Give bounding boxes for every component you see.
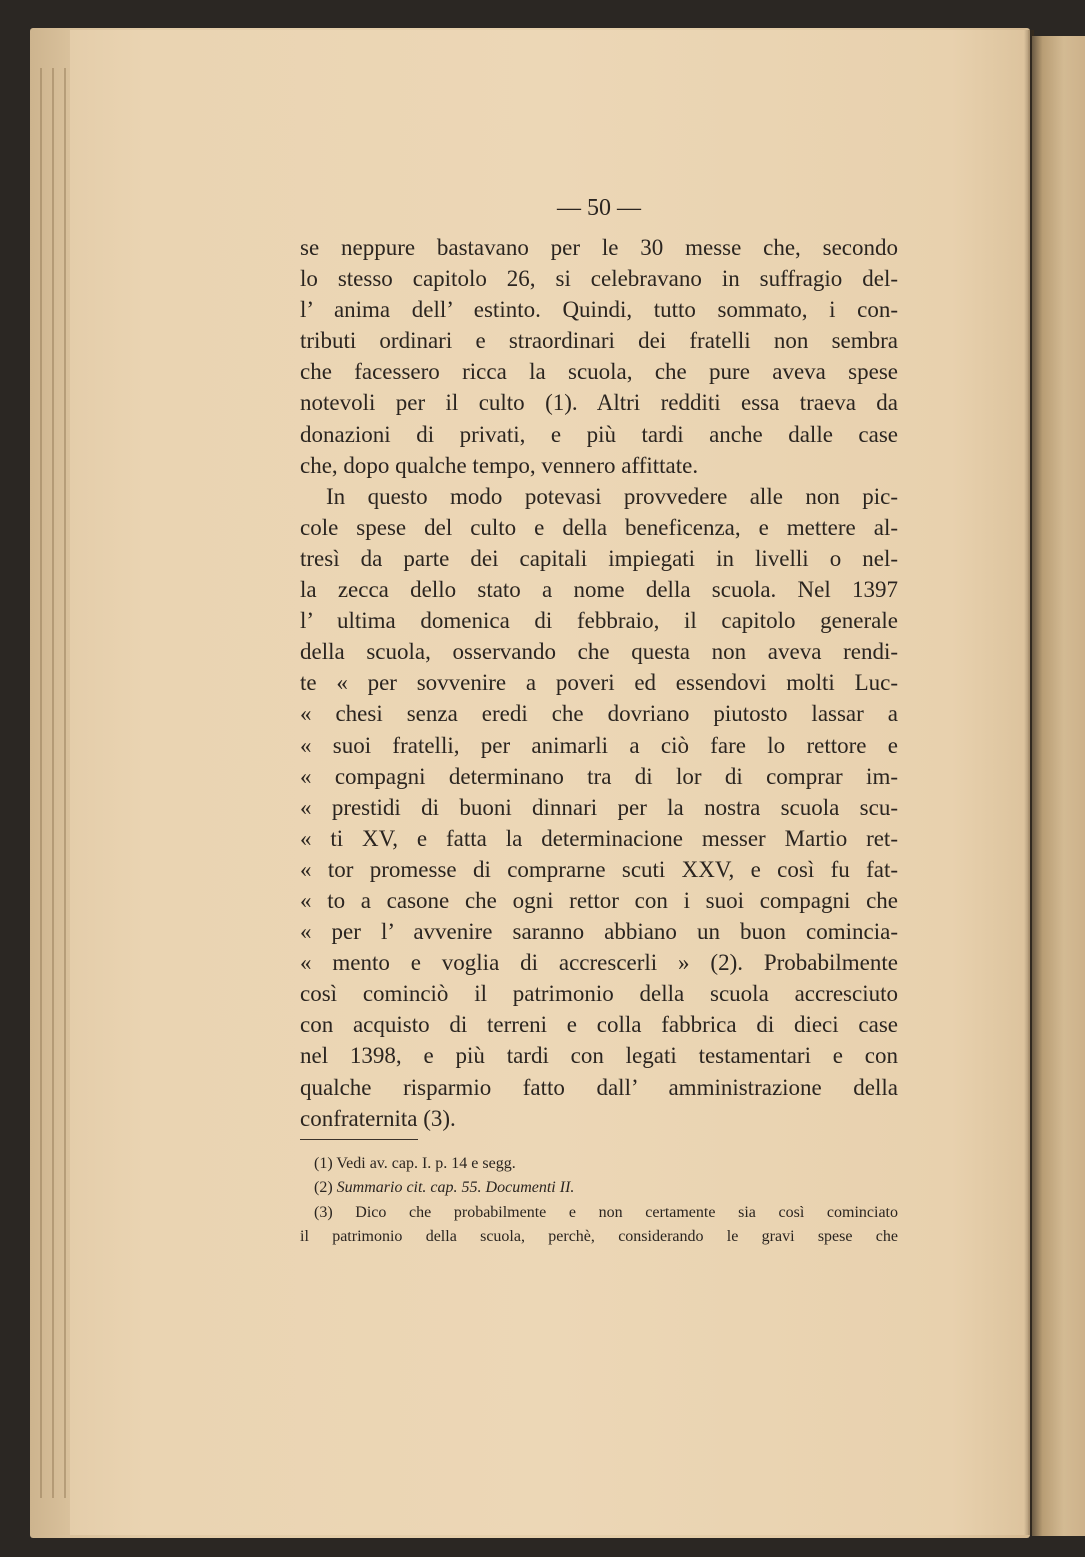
footnote-2-text: Summario cit. cap. 55. Documenti II. bbox=[336, 1179, 575, 1197]
text-line: « mento e voglia di accrescerli » (2). Probabilmente bbox=[300, 950, 898, 976]
text-line: te « per sovvenire a poveri ed essendovi molti Luc- bbox=[300, 670, 898, 696]
footnote-3-line-1: (3) Dico che probabilmente e non certamente sia così cominciato bbox=[314, 1203, 898, 1221]
text-line: « to a casone che ogni rettor con i suoi compagni che bbox=[300, 887, 898, 913]
text-line: « tor promesse di comprarne scuti XXV, e così fu fat- bbox=[300, 856, 898, 882]
text-line: tresì da parte dei capitali impiegati in livelli o nel- bbox=[300, 545, 898, 571]
text-line: qualche risparmio fatto dall’ amministrazione della bbox=[300, 1074, 898, 1100]
footnote-2-number: (2) bbox=[314, 1179, 337, 1197]
text-line: tributi ordinari e straordinari dei fratelli non sembra bbox=[300, 328, 898, 354]
page-number: — 50 — bbox=[557, 195, 641, 221]
text-line: « ti XV, e fatta la determinacione messer Martio ret- bbox=[300, 825, 898, 851]
text-line: nel 1398, e più tardi con legati testamentari e con bbox=[300, 1043, 898, 1069]
text-line: cole spese del culto e della beneficenza, e mettere al- bbox=[300, 514, 898, 540]
text-line: così cominciò il patrimonio della scuola accresciuto bbox=[300, 981, 898, 1007]
text-line: che facessero ricca la scuola, che pure aveva spese bbox=[300, 359, 898, 385]
page-edge-line bbox=[40, 68, 42, 1498]
page-edge-line bbox=[64, 68, 66, 1498]
facing-page-edge bbox=[1032, 36, 1085, 1536]
footnote-rule bbox=[300, 1139, 418, 1140]
text-line: se neppure bastavano per le 30 messe che, secondo bbox=[300, 235, 898, 260]
text-line: della scuola, osservando che questa non aveva rendi- bbox=[300, 639, 898, 665]
body-text bbox=[300, 232, 898, 1134]
text-line: con acquisto di terreni e colla fabbrica di dieci case bbox=[300, 1012, 898, 1038]
text-line: « compagni determinano tra di lor di comprar im- bbox=[300, 763, 898, 789]
text-line: « chesi senza eredi che dovriano piutosto lassar a bbox=[300, 701, 898, 727]
footnotes bbox=[300, 1152, 898, 1249]
text-line: « suoi fratelli, per animarli a ciò fare lo rettore e bbox=[300, 732, 898, 758]
text-line: « per l’ avvenire saranno abbiano un buon comincia- bbox=[300, 919, 898, 945]
footnote-1: (1) Vedi av. cap. I. p. 14 e segg. bbox=[314, 1155, 516, 1172]
text-line: « prestidi di buoni dinnari per la nostra scuola scu- bbox=[300, 794, 898, 820]
text-line: lo stesso capitolo 26, si celebravano in suffragio del- bbox=[300, 266, 898, 292]
page-edge-line bbox=[52, 68, 54, 1498]
text-line: la zecca dello stato a nome della scuola. Nel 1397 bbox=[300, 577, 898, 603]
footnote-3-line-2: il patrimonio della scuola, perchè, considerando le gravi spese che bbox=[300, 1227, 898, 1245]
text-line: In questo modo potevasi provvedere alle non pic- bbox=[326, 483, 898, 509]
text-line: donazioni di privati, e più tardi anche dalle case bbox=[300, 421, 898, 447]
text-line: l’ ultima domenica di febbraio, il capitolo generale bbox=[300, 608, 898, 634]
text-line: che, dopo qualche tempo, vennero affittate. bbox=[300, 452, 699, 478]
text-line: confraternita (3). bbox=[300, 1105, 456, 1131]
text-line: l’ anima dell’ estinto. Quindi, tutto sommato, i con- bbox=[300, 297, 898, 323]
text-line: notevoli per il culto (1). Altri redditi essa traeva da bbox=[300, 390, 898, 416]
footnote-2 bbox=[300, 1176, 898, 1200]
